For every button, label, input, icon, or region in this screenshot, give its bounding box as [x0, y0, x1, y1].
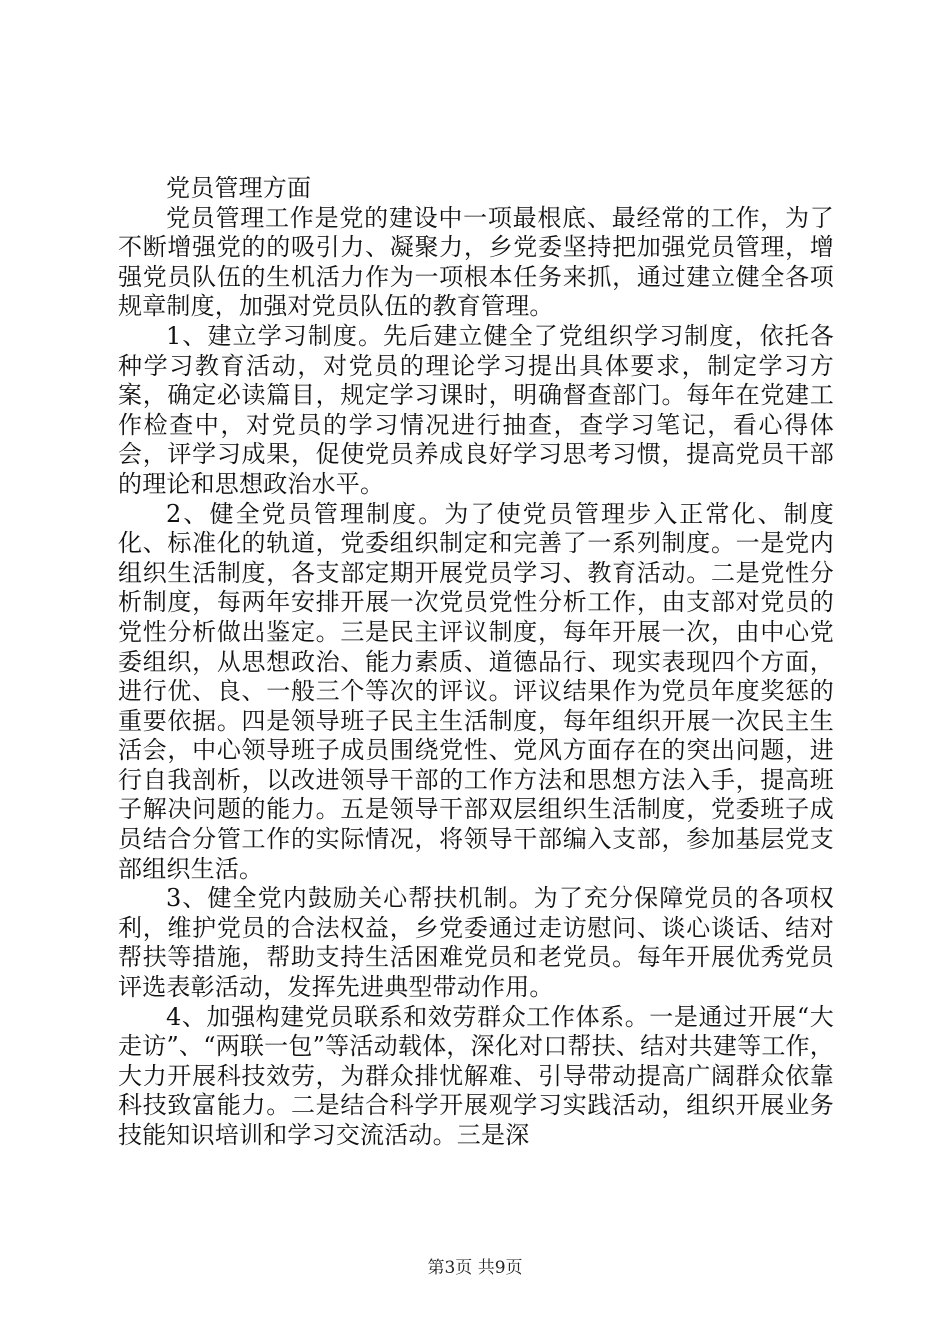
- paragraph-item-4: 4、加强构建党员联系和效劳群众工作体系。一是通过开展“大走访”、“两联一包”等活动载体，深化对口帮扶、结对共建等工作，大力开展科技效劳，为群众排忧解难、引导带动提高广阔群众依靠科技致富能力。二是结合科学开展观学习实践活动，组织开展业务技能知识培训和学习交流活动。三是深: [118, 1002, 834, 1149]
- page-number-footer: 第3页 共9页: [427, 1258, 523, 1278]
- paragraph-item-2: 2、健全党员管理制度。为了使党员管理步入正常化、制度化、标准化的轨道，党委组织制定和完善了一系列制度。一是党内组织生活制度，各支部定期开展党员学习、教育活动。二是党性分析制度，每两年安排开展一次党员党性分析工作，由支部对党员的党性分析做出鉴定。三是民主评议制度，每年开展一次，由中心党委组织，从思想政治、能力素质、道德品行、现实表现四个方面，进行优、良、一般三个等次的评议。评议结果作为党员年度奖惩的重要依据。四是领导班子民主生活制度，每年组织开展一次民主生活会，中心领导班子成员围绕党性、党风方面存在的突出问题，进行自我剖析，以改进领导干部的工作方法和思想方法入手，提高班子解决问题的能力。五是领导干部双层组织生活制度，党委班子成员结合分管工作的实际情况，将领导干部编入支部，参加基层党支部组织生活。: [118, 499, 834, 883]
- document-body: [118, 174, 834, 1151]
- paragraph-intro: 党员管理工作是党的建设中一项最根底、最经常的工作，为了不断增强党的的吸引力、凝聚力，乡党委坚持把加强党员管理，增强党员队伍的生机活力作为一项根本任务来抓，通过建立健全各项规章制度，加强对党员队伍的教育管理。: [118, 203, 834, 321]
- paragraph-item-3: 3、健全党内鼓励关心帮扶机制。为了充分保障党员的各项权利，维护党员的合法权益，乡党委通过走访慰问、谈心谈话、结对帮扶等措施，帮助支持生活困难党员和老党员。每年开展优秀党员评选表彰活动，发挥先进典型带动作用。: [118, 884, 834, 1002]
- section-heading: 党员管理方面: [166, 174, 312, 202]
- paragraph-item-1: 1、建立学习制度。先后建立健全了党组织学习制度，依托各种学习教育活动，对党员的理论学习提出具体要求，制定学习方案，确定必读篇目，规定学习课时，明确督查部门。每年在党建工作检查中，对党员的学习情况进行抽查，查学习笔记，看心得体会，评学习成果，促使党员养成良好学习思考习惯，提高党员干部的理论和思想政治水平。: [118, 321, 834, 498]
